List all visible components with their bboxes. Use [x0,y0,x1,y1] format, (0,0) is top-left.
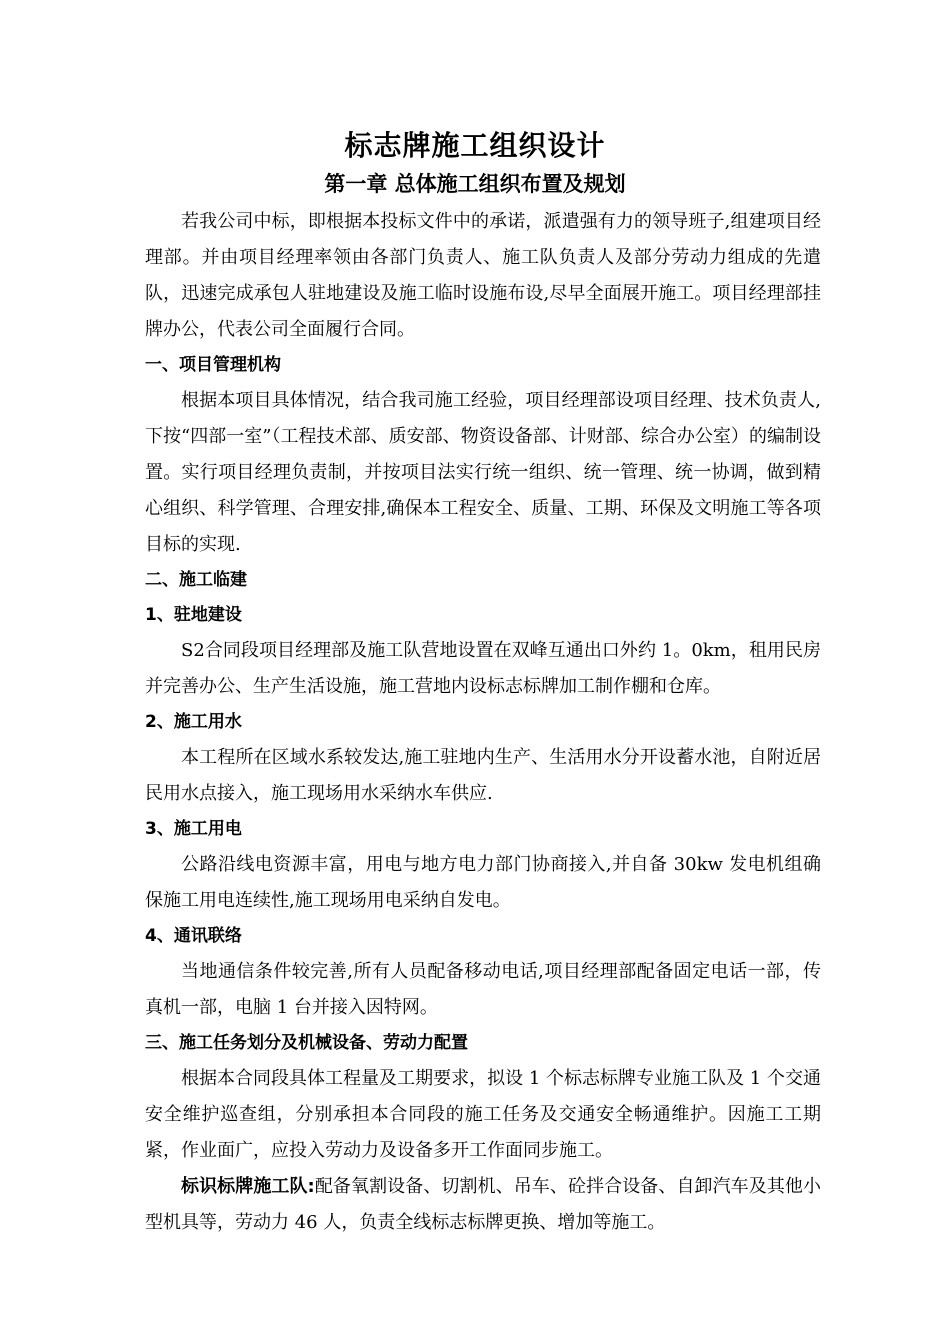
intro-paragraph: 若我公司中标，即根据本投标文件中的承诺，派遣强有力的领导班子,组建项目经理部。并由项目经理率领由各部门负责人、施工队负责人及部分劳动力组成的先遣队，迅速完成承包人驻地建设及施工临时设施布设,尽早全面展开施工。项目经理部挂牌办公，代表公司全面履行合同。 [145,211,821,340]
camp-paragraph: S2合同段项目经理部及施工队营地设置在双峰互通出口外约 1。0km，租用民房并完善办公、生产生活设施，施工营地内设标志标牌加工制作棚和仓库。 [145,640,821,697]
subsection-heading-power: 3、施工用电 [145,819,242,839]
sign-team-label: 标识标牌施工队: [181,1176,315,1197]
chapter-heading: 第一章 总体施工组织布置及规划 [324,172,626,196]
sign-team-paragraph [145,1169,821,1241]
communication-paragraph: 当地通信条件较完善,所有人员配备移动电话,项目经理部配备固定电话一部，传真机一部，电脑 1 台并接入因特网。 [145,961,821,1018]
section-heading-management: 一、项目管理机构 [145,355,281,375]
subsection-heading-water: 2、施工用水 [145,712,242,732]
task-division-paragraph: 根据本合同段具体工程量及工期要求，拟设 1 个标志标牌专业施工队及 1 个交通安全维护巡查组，分别承担本合同段的施工任务及交通安全畅通维护。因施工工期紧，作业面广，应投入劳动力及设备多开工作面同步施工。 [145,1068,821,1161]
management-paragraph: 根据本项目具体情况，结合我司施工经验，项目经理部设项目经理、技术负责人,下按“四部一室”（工程技术部、质安部、物资设备部、计财部、综合办公室）的编制设置。实行项目经理负责制，并按项目法实行统一组织、统一管理、统一协调，做到精心组织、科学管理、合理安排,确保本工程安全、质量、工期、环保及文明施工等各项目标的实现. [145,390,821,555]
power-paragraph: 公路沿线电资源丰富，用电与地方电力部门协商接入,并自备 30kw 发电机组确保施工用电连续性,施工现场用电采纳自发电。 [145,854,821,911]
document-body [145,204,821,1241]
water-paragraph: 本工程所在区域水系较发达,施工驻地内生产、生活用水分开设蓄水池，自附近居民用水点接入，施工现场用水采纳水车供应. [145,747,821,804]
section-heading-temporary-facilities: 二、施工临建 [145,570,247,590]
subsection-heading-camp: 1、驻地建设 [145,605,242,625]
subsection-heading-communication: 4、通讯联络 [145,926,242,946]
document-title: 标志牌施工组织设计 [344,129,606,162]
section-heading-task-division: 三、施工任务划分及机械设备、劳动力配置 [145,1033,468,1053]
sign-team-text: 配备氧割设备、切割机、吊车、砼拌合设备、自卸汽车及其他小型机具等，劳动力 46 人，负责全线标志标牌更换、增加等施工。 [145,1176,822,1233]
